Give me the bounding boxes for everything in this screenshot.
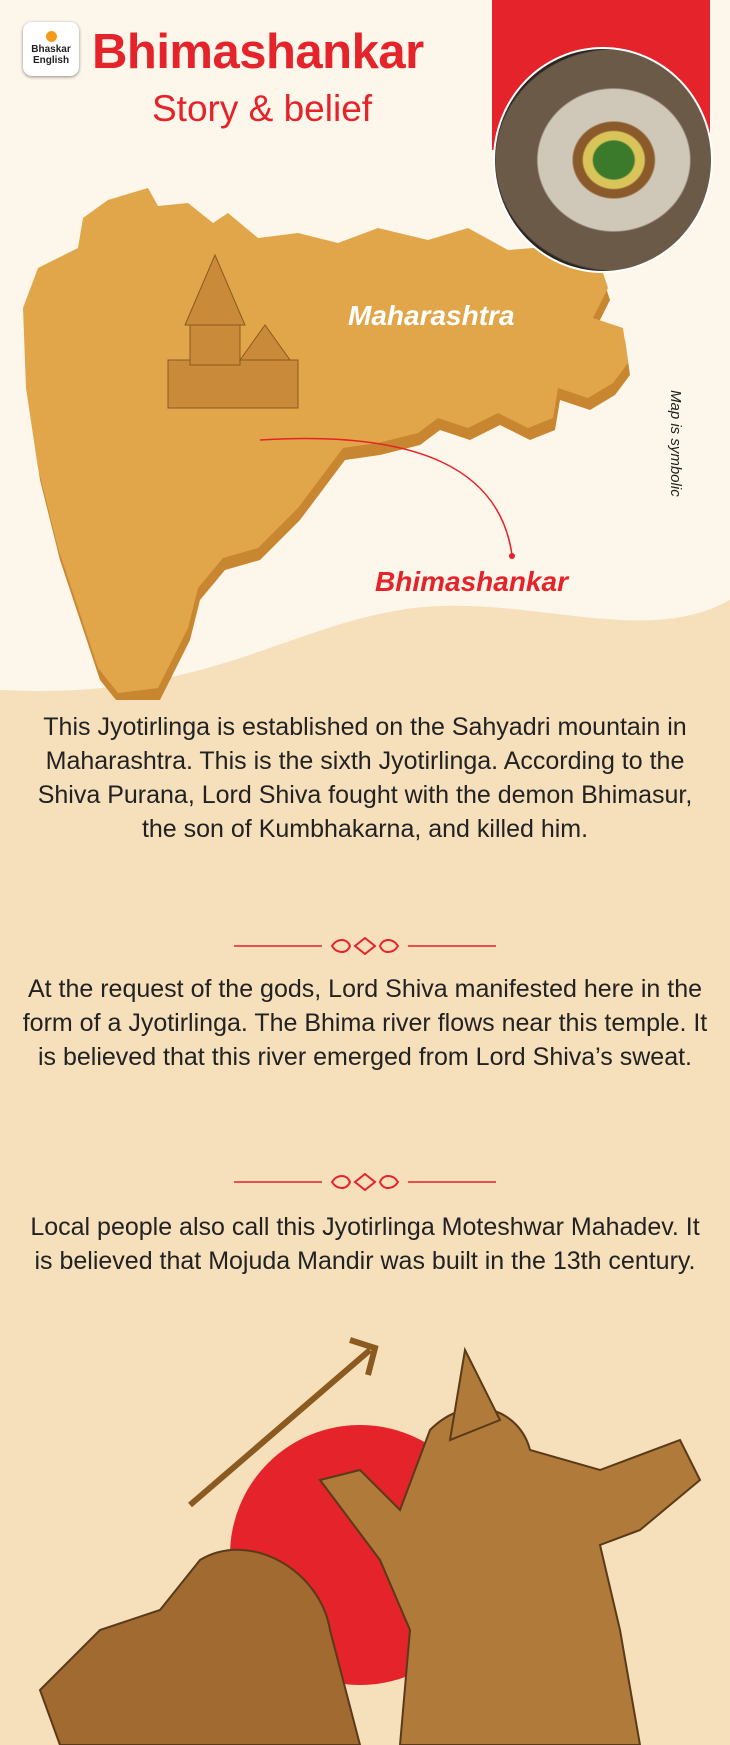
page-title: Bhimashankar bbox=[92, 25, 424, 79]
ornament-divider bbox=[232, 1172, 498, 1192]
map-location-label: Bhimashankar bbox=[375, 566, 568, 597]
logo-text: Bhaskar bbox=[31, 44, 71, 55]
jyotirlinga-photo bbox=[493, 47, 713, 273]
logo-text: English bbox=[32, 55, 70, 66]
shiva-figure bbox=[320, 1350, 700, 1745]
shiva-bhimasur-illustration bbox=[0, 1330, 730, 1745]
map-note: Map is symbolic bbox=[667, 390, 684, 497]
page-subtitle: Story & belief bbox=[152, 88, 373, 129]
bhaskar-english-logo[interactable] bbox=[23, 22, 79, 76]
paragraph-3: Local people also call this Jyotirlinga Moteshwar Mahadev. It is believed that Mojuda Mandir was built in the 13th century. bbox=[30, 1213, 700, 1275]
logo-dot-icon bbox=[46, 31, 57, 42]
map-region-label: Maharashtra bbox=[348, 300, 515, 331]
paragraph-1: This Jyotirlinga is established on the Sahyadri mountain in Maharashtra. This is the sixth Jyotirlinga. According to the Shiva Purana, Lord Shiva fought with the demon Bhimasur, the son of Kumbhakarna, and killed him. bbox=[37, 713, 693, 843]
paragraph-2: At the request of the gods, Lord Shiva manifested here in the form of a Jyotirlinga. The Bhima river flows near this temple. It is believed that this river emerged from Lord Shiva’s sweat. bbox=[22, 975, 708, 1071]
ornament-divider bbox=[232, 936, 498, 956]
